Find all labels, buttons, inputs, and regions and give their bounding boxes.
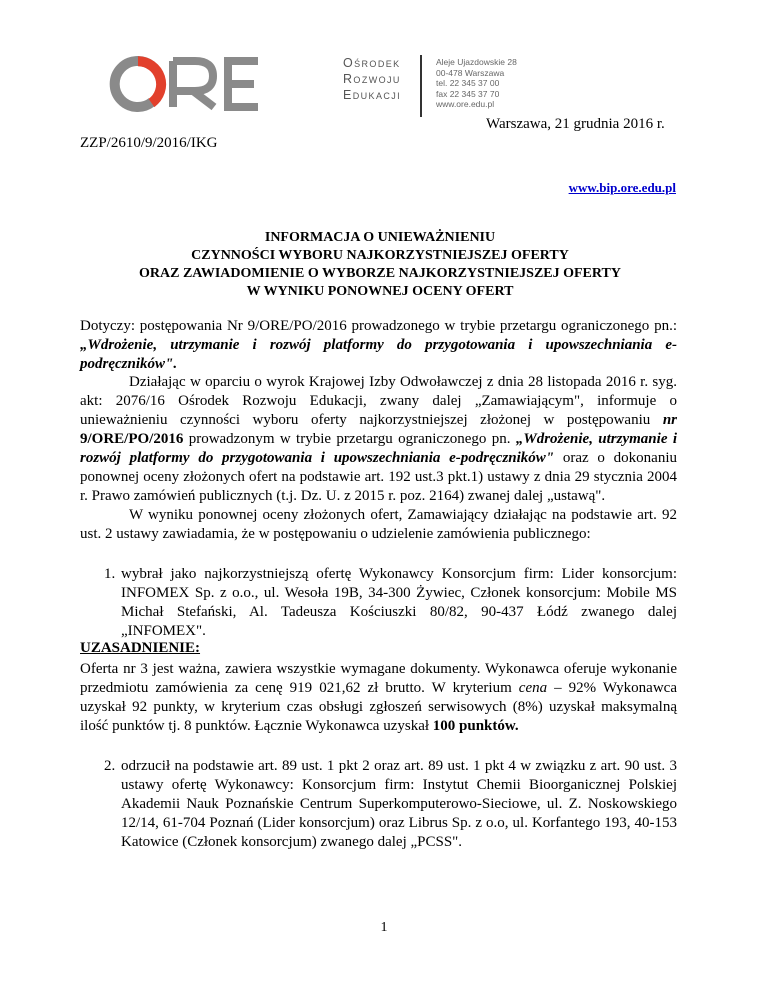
address-line: tel. 22 345 37 00: [436, 78, 500, 89]
bip-link[interactable]: www.bip.ore.edu.pl: [568, 180, 676, 195]
procedure-number: 9/ORE/PO/2016: [80, 431, 184, 447]
justification-text: Oferta nr 3 jest ważna, zawiera wszystkie wymagane dokumenty. Wykonawca oferuje wykonanie przedmiotu zamówienia za cenę 919 021,62 zł brutto. W kryterium: [80, 661, 677, 696]
justification-text: – 92% Wykonawca uzyskał 92 punkty, w kryterium czas obsługi zgłoszeń serwisowych (8%) uzyskał maksymalną ilość punktów tj. 8 punktów. Łącznie Wykonawca uzyskał: [80, 680, 677, 734]
concerns-lead: Dotyczy: postępowania Nr 9/ORE/PO/2016 prowadzonego w trybie przetargu ograniczonego pn.:: [80, 318, 677, 334]
list-text: wybrał jako najkorzystniejszą ofertę Wykonawcy Konsorcjum firm: Lider konsorcjum: INFOMEX Sp. z o.o., ul. Wesoła 19B, 34-300 Żywiec, Członek konsorcjum: Mobile MS Michał Stefański, Al. Tadeusza Kościuszki 80/82, 90-437 Łódź zwanego dalej „INFOMEX".: [121, 566, 677, 639]
address-line: Aleje Ujazdowskie 28: [436, 57, 517, 67]
procurement-title: „Wdrożenie, utrzymanie i rozwój platformy do przygotowania i upowszechniania e-podręczników": [80, 431, 677, 466]
list-number: 2.: [104, 758, 116, 774]
acting-text: oraz o dokonaniu ponownej oceny złożonych ofert na podstawie art. 192 ust.3 pkt.1) ustawy z dnia 29 stycznia 2004 r. Prawo zamówień publicznych (t.j. Dz. U. z 2015 r. poz. 2164) zwanej dalej „ustawą".: [80, 450, 677, 504]
address-line: fax 22 345 37 70: [436, 88, 500, 99]
concerns-paragraph: [80, 317, 677, 374]
header-divider: [420, 55, 422, 117]
procurement-title: „Wdrożenie, utrzymanie i rozwój platformy do przygotowania i upowszechniania e-podręczników".: [80, 337, 677, 372]
document-heading: [80, 229, 680, 301]
heading-line: ORAZ ZAWIADOMIENIE O WYBORZE NAJKORZYSTNIEJSZEJ OFERTY: [139, 266, 621, 281]
list-number: 1.: [104, 566, 116, 582]
acting-text: prowadzonym w trybie przetargu ograniczonego pn.: [183, 431, 516, 447]
justification-paragraph: [80, 660, 677, 736]
org-name: [343, 55, 401, 103]
org-name-line: Ośrodek: [343, 56, 401, 70]
justification-title: UZASADNIENIE:: [80, 640, 201, 656]
page-number: 1: [380, 920, 388, 935]
address-line: 00-478 Warszawa: [436, 67, 505, 78]
reference-number: ZZP/2610/9/2016/IKG: [80, 135, 218, 151]
nr-label: nr: [662, 412, 677, 428]
list-text: odrzucił na podstawie art. 89 ust. 1 pkt 2 oraz art. 89 ust. 1 pkt 4 w związku z art. 90 ust. 3 ustawy ofertę Wykonawcy: Konsorcjum firm: Instytut Chemii Bioorganicznej Polskiej Akademii Nauk Poznańskie Centrum Superkomputerowo-Sieciowe, ul. Z. Noskowskiego 12/14, 61-704 Poznań (Lider konsorcjum) oraz Librus Sp. z o.o, ul. Korfantego 193, 40-153 Katowice (Członek konsorcjum) zwanego dalej „PCSS".: [121, 758, 677, 850]
total-points: 100 punktów.: [432, 718, 519, 734]
heading-line: INFORMACJA O UNIEWAŻNIENIU: [264, 230, 496, 245]
address-line: www.ore.edu.pl: [436, 99, 495, 110]
ore-logo-mark: [100, 55, 332, 113]
acting-text: Działając w oparciu o wyrok Krajowej Izby Odwoławczej z dnia 28 listopada 2016 r. syg. akt: 2076/16 Ośrodek Rozwoju Edukacji, zwany dalej „Zamawiającym", informuje o unieważnieniu czynności wyboru oferty najkorzystniejszej złożonej w postępowaniu: [80, 374, 677, 428]
org-name-line: Rozwoju: [343, 72, 401, 86]
ore-logo: [100, 55, 540, 125]
criterion-price: cena: [518, 680, 548, 696]
document-date: Warszawa, 21 grudnia 2016 r.: [486, 116, 665, 132]
acting-paragraph: [80, 373, 677, 506]
list-item: [104, 565, 677, 641]
org-address: [436, 57, 517, 110]
heading-line: CZYNNOŚCI WYBORU NAJKORZYSTNIEJSZEJ OFERTY: [191, 248, 569, 263]
result-intro-paragraph: W wyniku ponownej oceny złożonych ofert, Zamawiający działając na podstawie art. 92 ust. 2 ustawy zawiadamia, że w postępowaniu o udzielenie zamówienia publicznego:: [80, 507, 677, 542]
list-item: [104, 757, 677, 852]
org-name-line: Edukacji: [343, 88, 402, 102]
heading-line: W WYNIKU PONOWNEJ OCENY OFERT: [246, 284, 514, 299]
